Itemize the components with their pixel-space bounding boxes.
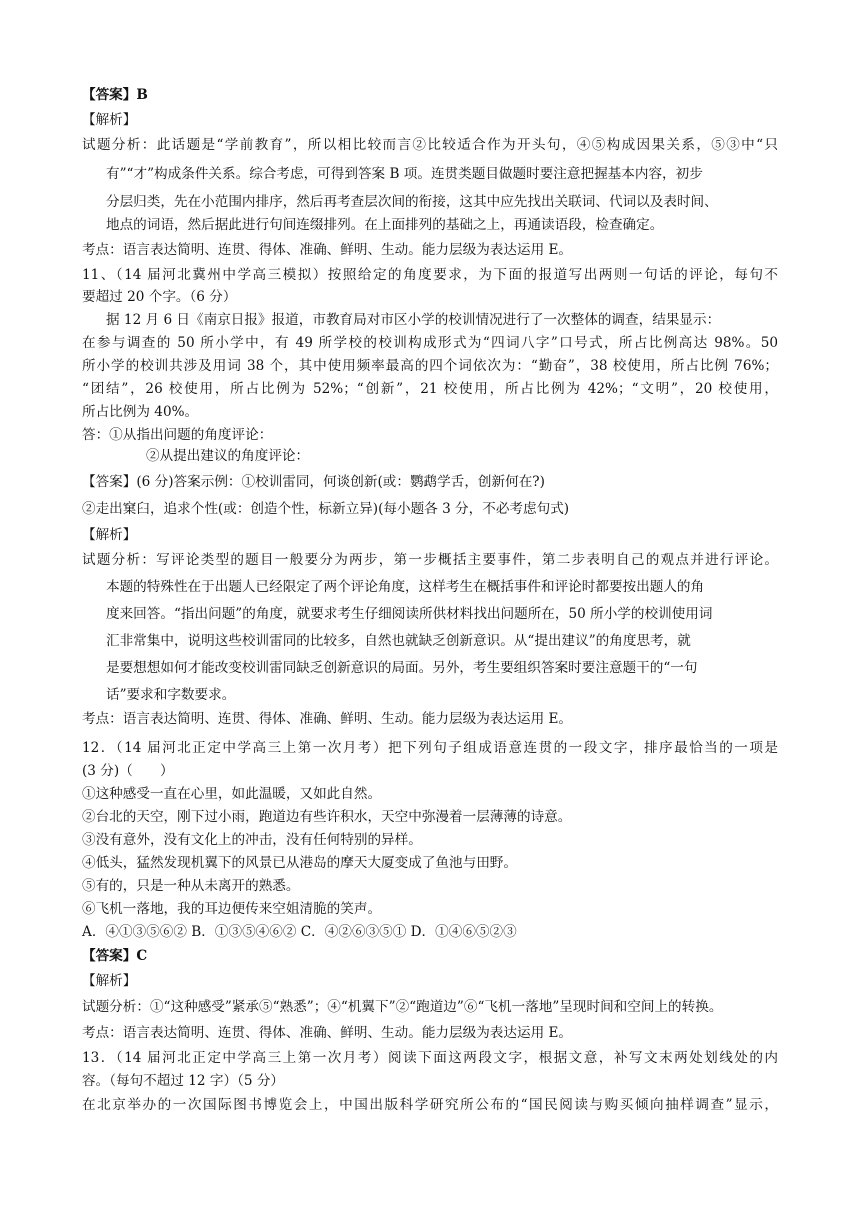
kaodian-line: 考点：语言表达简明、连贯、得体、准确、鲜明、生动。能力层级为表达运用 E。 — [82, 1025, 573, 1041]
answer-label: 【答案】B — [82, 87, 148, 103]
sentence-item: ③没有意外，没有文化上的冲击，没有任何特别的异样。 — [82, 832, 422, 848]
passage-line: 所小学的校训共涉及用词 38 个，其中使用频率最高的四个词依次为：“勤奋”，38 校使用，所占比例 76%； — [82, 358, 778, 374]
passage-line: 在北京举办的一次国际图书博览会上，中国出版科学研究所公布的“国民阅读与购买倾向抽样调查”显示， — [82, 1097, 778, 1113]
question-11-stem: 11、（14 届河北冀州中学高三模拟）按照给定的角度要求，为下面的报道写出两则一句话的评论，每句不 — [82, 267, 778, 283]
choice-options: A．④①③⑤⑥② B．①③⑤④⑥② C．④②⑥③⑤① D．①④⑥⑤②③ — [82, 924, 517, 940]
analysis-line: 话”要求和字数要求。 — [106, 687, 236, 703]
sentence-item: ⑥飞机一落地，我的耳边便传来空姐清脆的笑声。 — [82, 901, 382, 917]
analysis-label: 【解析】 — [82, 527, 137, 543]
passage-line: 所占比例为 40%。 — [82, 404, 199, 420]
answer-prompt-1: 答：①从指出问题的角度评论： — [82, 427, 273, 443]
analysis-line: 度来回答。“指出问题”的角度，就要求考生仔细阅读所供材料找出问题所在，50 所小学的校训使用词 — [106, 606, 713, 622]
question-13-stem: 13．（14 届河北正定中学高三上第一次月考）阅读下面这两段文字，根据文意，补写文末两处划线处的内 — [82, 1050, 778, 1066]
analysis-line: 汇非常集中，说明这些校训雷同的比较多，自然也就缺乏创新意识。从“提出建议”的角度思考，就 — [106, 633, 691, 649]
sentence-item: ④低头，猛然发现机翼下的风景已从港岛的摩天大厦变成了鱼池与田野。 — [82, 855, 517, 871]
analysis-label: 【解析】 — [82, 973, 137, 989]
kaodian-line: 考点：语言表达简明、连贯、得体、准确、鲜明、生动。能力层级为表达运用 E。 — [82, 711, 573, 727]
analysis-line: 分层归类，先在小范围内排序，然后再考查层次间的衔接，这其中应先找出关联词、代词以及表时间、 — [106, 194, 718, 210]
analysis-line: 有”“才”构成条件关系。综合考虑，可得到答案 B 项。连贯类题目做题时要注意把握基本内容，初步 — [106, 166, 703, 182]
analysis-line: 本题的特殊性在于出题人已经限定了两个评论角度，这样考生在概括事件和评论时都要按出题人的角 — [106, 579, 705, 595]
passage-line: 据 12 月 6 日《南京日报》报道，市教育局对市区小学的校训情况进行了一次整体的调查，结果显示： — [106, 312, 721, 328]
question-12-stem-cont: (3 分)（ ） — [82, 763, 174, 779]
sentence-item: ⑤有的，只是一种从未离开的熟悉。 — [82, 878, 300, 894]
analysis-line: 是要想想如何才能改变校训雷同缺乏创新意识的局面。另外，考生要组织答案时要注意题干的“一句 — [106, 660, 698, 676]
passage-line: “团结”，26 校使用，所占比例为 52%；“创新”，21 校使用，所占比例为 42%；“文明”，20 校使用， — [82, 381, 778, 397]
passage-line: 在参与调查的 50 所小学中，有 49 所学校的校训构成形式为“四词八字”口号式，所占比例高达 98%。50 — [82, 335, 778, 351]
question-13-stem-cont: 容。（每句不超过 12 字）（5 分） — [82, 1073, 285, 1089]
answer-line: 【答案】(6 分)答案示例：①校训雷同，何谈创新(或：鹦鹉学舌，创新何在?) — [82, 474, 545, 490]
sentence-item: ②台北的天空，刚下过小雨，跑道边有些许积水，天空中弥漫着一层薄薄的诗意。 — [82, 809, 572, 825]
question-12-stem: 12．（14 届河北正定中学高三上第一次月考）把下列句子组成语意连贯的一段文字，排序最恰当的一项是 — [82, 740, 778, 756]
sentence-item: ①这种感受一直在心里，如此温暖，又如此自然。 — [82, 786, 382, 802]
analysis-line: 试题分析：①“这种感受”紧承⑤“熟悉”；④“机翼下”②“跑道边”⑥“飞机一落地”呈现时间和空间上的转换。 — [82, 999, 723, 1015]
answer-prompt-2: ②从提出建议的角度评论： — [146, 448, 310, 464]
answer-label: 【答案】C — [82, 948, 148, 964]
analysis-label: 【解析】 — [82, 112, 137, 128]
analysis-line: 试题分析：此话题是“学前教育”，所以相比较而言②比较适合作为开头句，④⑤构成因果关系，⑤③中“只 — [82, 137, 778, 153]
kaodian-line: 考点：语言表达简明、连贯、得体、准确、鲜明、生动。能力层级为表达运用 E。 — [82, 242, 573, 258]
answer-line: ②走出窠臼，追求个性(或：创造个性，标新立异)(每小题各 3 分，不必考虑句式) — [82, 501, 570, 517]
analysis-line: 地点的词语，然后据此进行句间连缀排列。在上面排列的基础之上，再通读语段，检查确定。 — [106, 217, 664, 233]
analysis-line: 试题分析：写评论类型的题目一般要分为两步，第一步概括主要事件，第二步表明自己的观点并进行评论。 — [82, 552, 778, 568]
question-11-stem-cont: 要超过 20 个字。（6 分） — [82, 289, 237, 305]
